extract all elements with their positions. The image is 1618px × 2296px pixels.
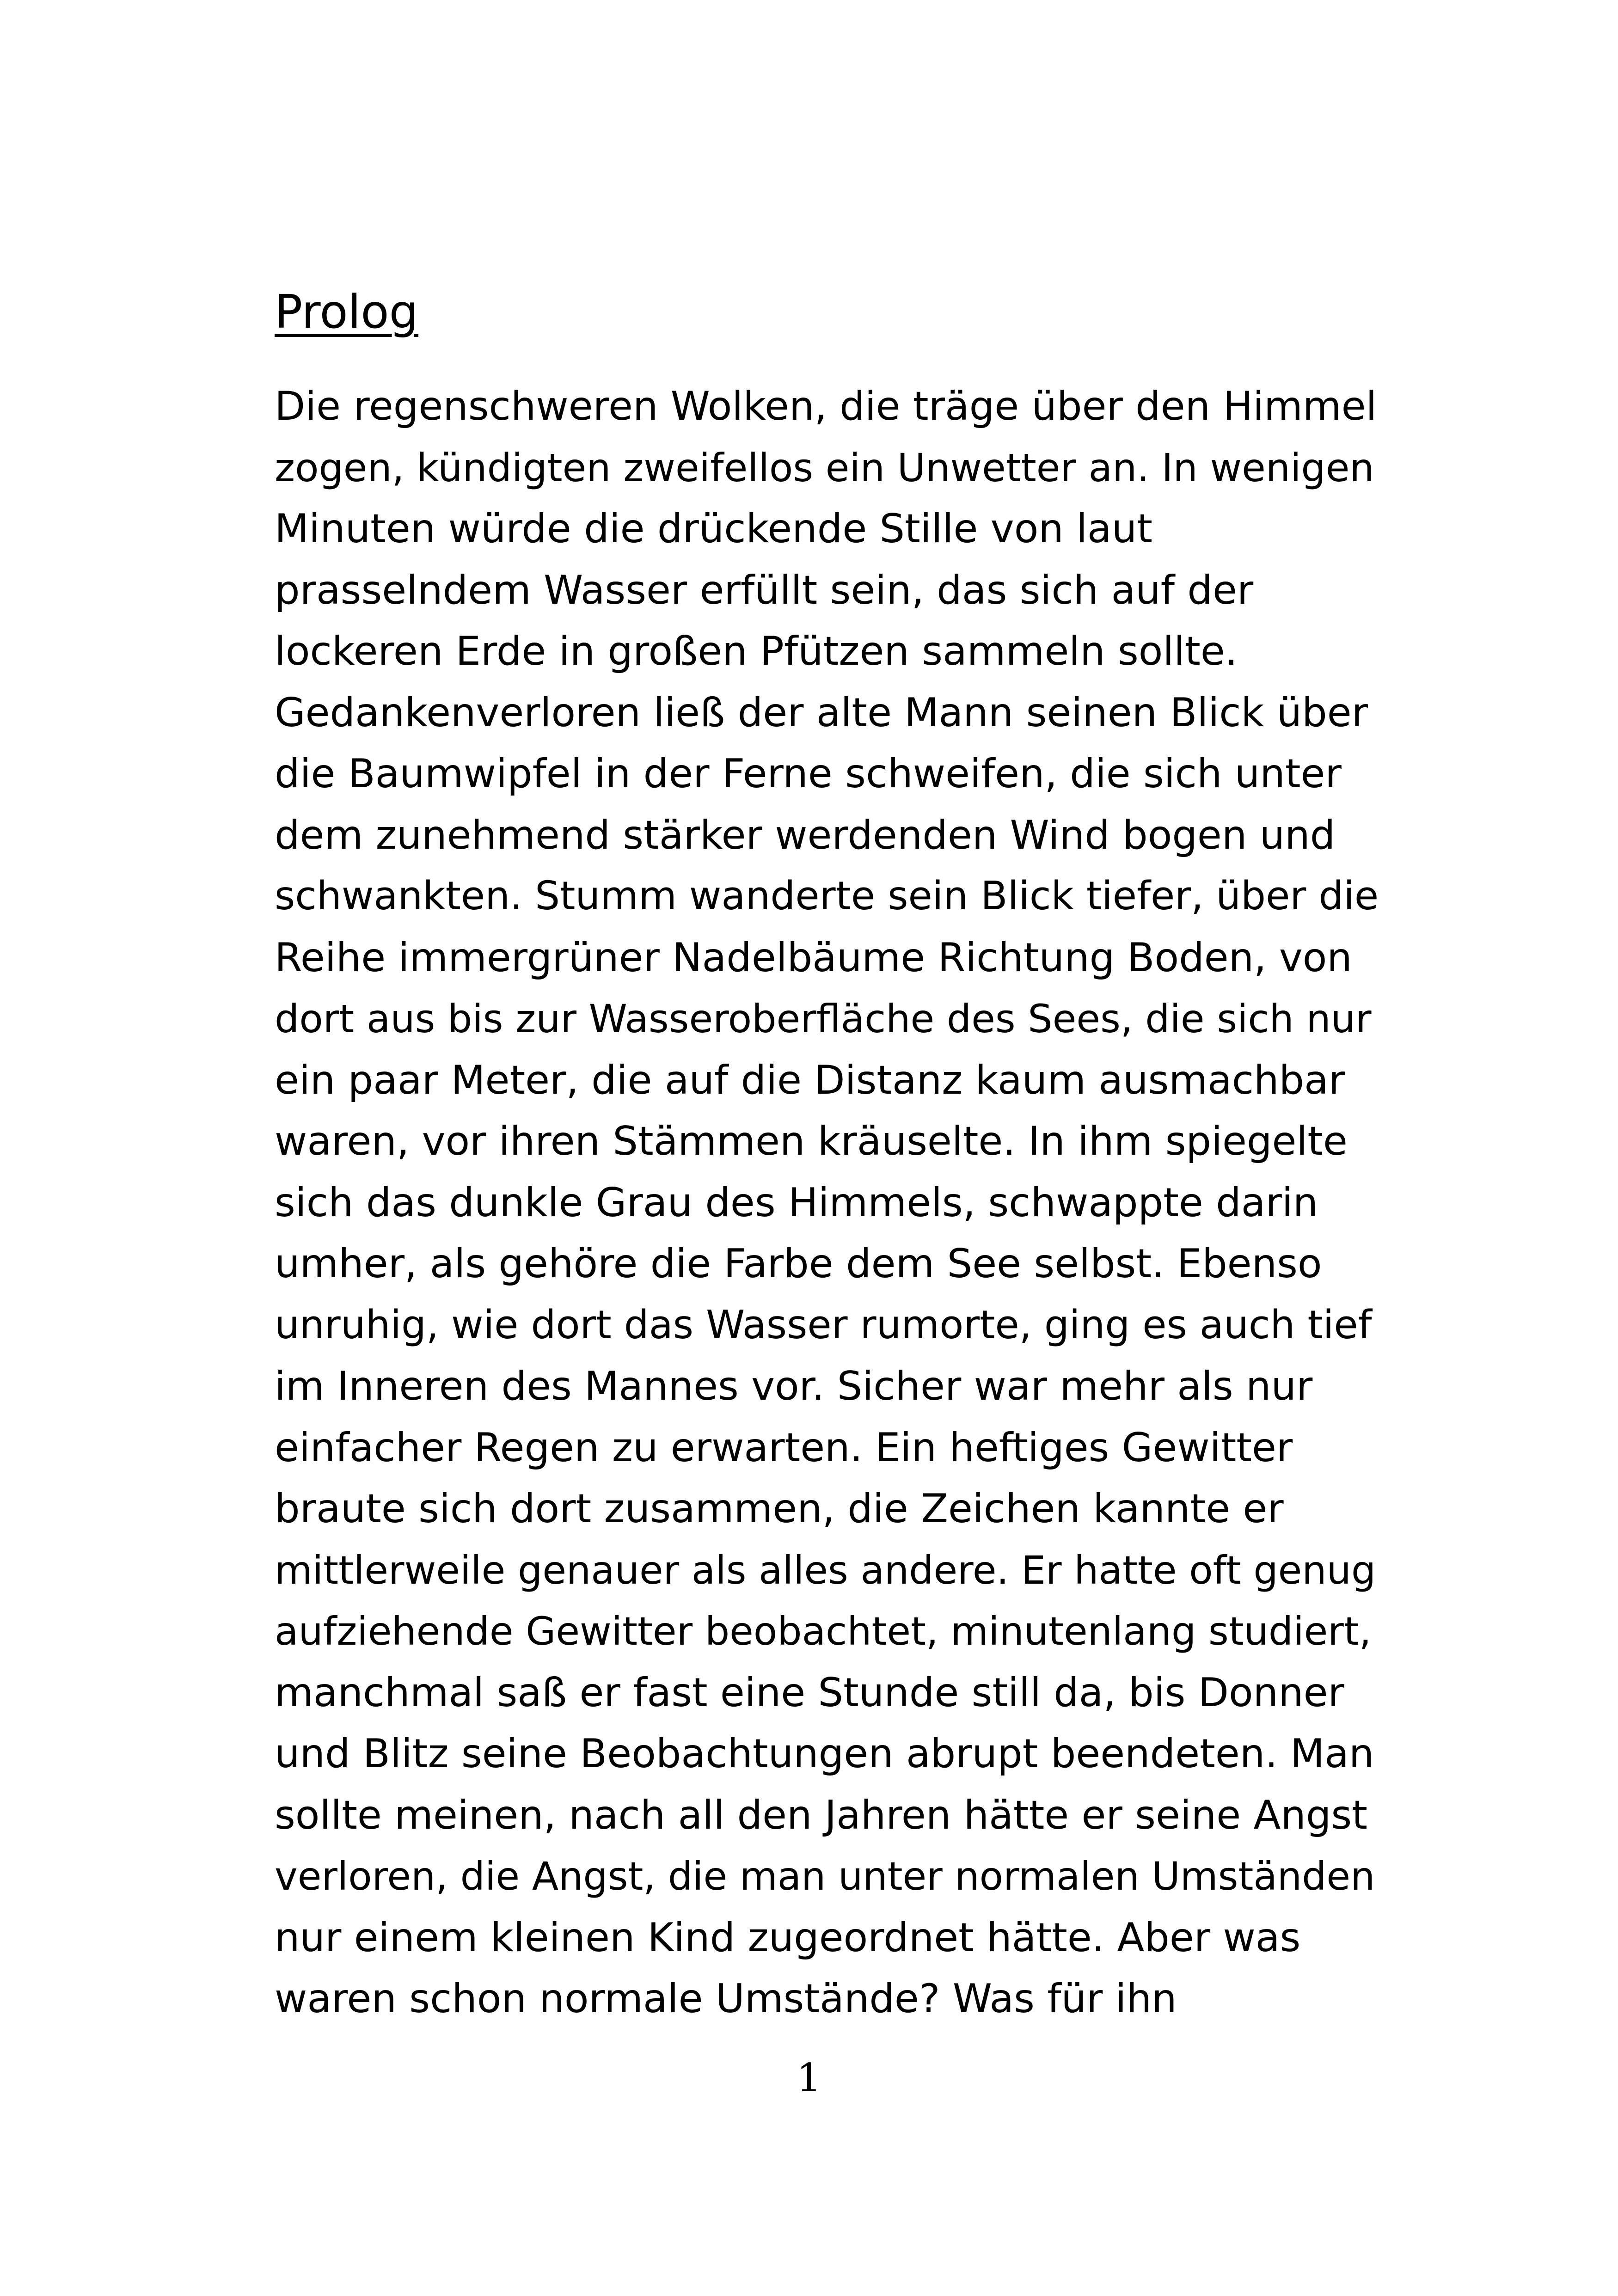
text-line: dort aus bis zur Wasseroberfläche des Sees, die sich nur xyxy=(275,996,1372,1041)
text-line: im Inneren des Mannes vor. Sicher war mehr als nur xyxy=(275,1363,1313,1409)
page-number: 1 xyxy=(797,2055,821,2100)
text-line: manchmal saß er fast eine Stunde still da, bis Donner xyxy=(275,1669,1344,1716)
text-line: Reihe immergrüner Nadelbäume Richtung Boden, von xyxy=(275,934,1352,981)
text-line: Minuten würde die drückende Stille von laut xyxy=(275,506,1152,552)
text-line: unruhig, wie dort das Wasser rumorte, ging es auch tief xyxy=(275,1302,1372,1348)
text-line: Die regenschweren Wolken, die träge über den Himmel xyxy=(275,383,1377,429)
text-line: verloren, die Angst, die man unter normalen Umständen xyxy=(275,1854,1375,1899)
text-line: die Baumwipfel in der Ferne schweifen, die sich unter xyxy=(275,751,1342,797)
text-line: sich das dunkle Grau des Himmels, schwappte darin xyxy=(275,1179,1318,1226)
body-text xyxy=(275,376,1384,2030)
text-line: lockeren Erde in großen Pfützen sammeln sollte. xyxy=(275,628,1238,674)
text-line: waren schon normale Umstände? Was für ihn xyxy=(275,1976,1177,2022)
text-line: sollte meinen, nach all den Jahren hätte er seine Angst xyxy=(275,1792,1367,1838)
text-line: dem zunehmend stärker werdenden Wind bogen und xyxy=(275,812,1336,858)
text-line: ein paar Meter, die auf die Distanz kaum ausmachbar xyxy=(275,1057,1345,1103)
text-line: umher, als gehöre die Farbe dem See selbst. Ebenso xyxy=(275,1241,1322,1287)
text-line: nur einem kleinen Kind zugeordnet hätte. Aber was xyxy=(275,1914,1301,1961)
text-line: braute sich dort zusammen, die Zeichen kannte er xyxy=(275,1486,1284,1532)
text-line: mittlerweile genauer als alles andere. Er hatte oft genug xyxy=(275,1547,1376,1593)
text-line: schwankten. Stumm wanderte sein Blick tiefer, über die xyxy=(275,873,1379,919)
text-line: einfacher Regen zu erwarten. Ein heftiges Gewitter xyxy=(275,1424,1293,1471)
text-line: und Blitz seine Beobachtungen abrupt beendeten. Man xyxy=(275,1731,1374,1777)
text-line: Gedankenverloren ließ der alte Mann seinen Blick über xyxy=(275,689,1368,736)
text-line: prasselndem Wasser erfüllt sein, das sich auf der xyxy=(275,567,1254,613)
chapter-title: Prolog xyxy=(275,285,419,339)
text-line: zogen, kündigten zweifellos ein Unwetter an. In wenigen xyxy=(275,445,1374,490)
text-line: waren, vor ihren Stämmen kräuselte. In ihm spiegelte xyxy=(275,1118,1348,1164)
text-line: aufziehende Gewitter beobachtet, minutenlang studiert, xyxy=(275,1609,1372,1654)
